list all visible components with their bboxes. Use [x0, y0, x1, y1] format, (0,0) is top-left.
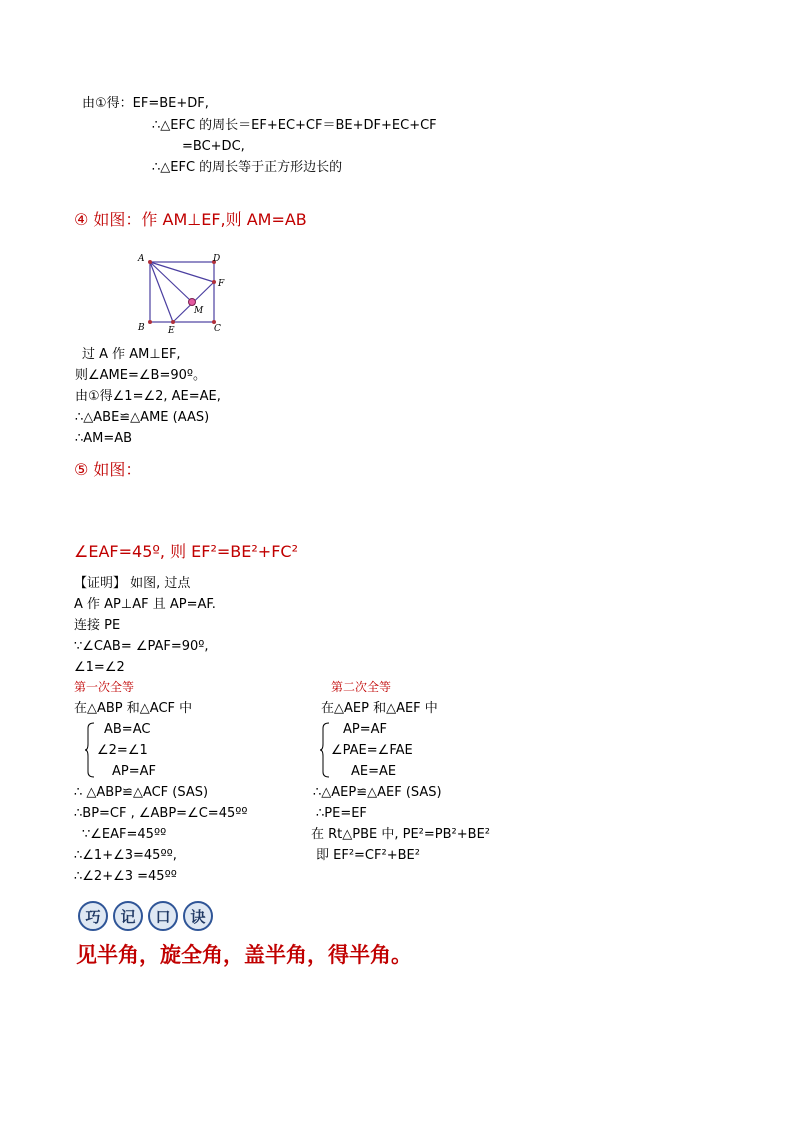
badge-kou: 口 — [148, 901, 178, 931]
label-f: F — [218, 279, 225, 289]
mnemonic-motto: 见半角，旋全角，盖半角，得半角。 — [76, 942, 412, 967]
point-m — [189, 299, 196, 306]
proof-intro-3: 连接 PE — [74, 618, 121, 633]
part1-line2: ∴△EFC 的周长＝EF+EC+CF＝BE+DF+EC+CF — [152, 118, 437, 133]
section4-line3: 由①得∠1=∠2, AE=AE, — [75, 389, 221, 404]
first-conclusion-3: ∵∠EAF=45ºº — [82, 827, 167, 842]
second-conclusion-4: 即 EF²=CF²+BE² — [316, 848, 420, 863]
proof-intro-2: A 作 AP⊥AF 且 AP=AF. — [74, 597, 216, 612]
second-conclusion-2: ∴PE=EF — [316, 806, 367, 821]
second-congruence-intro: 在△AEP 和△AEF 中 — [321, 701, 438, 716]
part1-line4: ∴△EFC 的周长等于正方形边长的 — [152, 160, 343, 175]
second-condition-3: AE=AE — [351, 764, 397, 779]
first-condition-3: AP=AF — [112, 764, 156, 779]
section4-line5: ∴AM=AB — [75, 431, 133, 446]
square-figure — [128, 250, 238, 335]
first-conclusion-4: ∴∠1+∠3=45ºº, — [74, 848, 177, 863]
point-f — [212, 280, 216, 284]
section4-line2: 则∠AME=∠B=90º。 — [75, 368, 207, 383]
second-conclusion-1: ∴△AEP≌△AEF (SAS) — [313, 785, 442, 800]
point-b — [148, 320, 152, 324]
label-b: B — [138, 323, 145, 333]
section5-claim: ∠EAF=45º, 则 EF²=BE²+FC² — [74, 542, 298, 561]
section5-heading: ⑤ 如图： — [74, 460, 142, 479]
second-condition-1: AP=AF — [343, 722, 387, 737]
left-brace — [84, 722, 96, 778]
right-brace — [319, 722, 331, 778]
label-m: M — [194, 306, 204, 316]
proof-intro-4: ∵∠CAB= ∠PAF=90º, — [74, 639, 209, 654]
proof-intro-1: 【证明】 如图, 过点 — [74, 576, 191, 591]
first-conclusion-1: ∴ △ABP≌△ACF (SAS) — [74, 785, 209, 800]
part1-line1: 由①得：EF=BE+DF, — [82, 96, 209, 111]
point-e — [171, 320, 175, 324]
first-conclusion-5: ∴∠2+∠3 =45ºº — [74, 869, 177, 884]
section4-line1: 过 A 作 AM⊥EF, — [82, 347, 181, 362]
first-congruence-title: 第一次全等 — [74, 680, 135, 694]
label-a: A — [138, 254, 145, 264]
first-condition-2: ∠2=∠1 — [97, 743, 148, 758]
first-condition-1: AB=AC — [104, 722, 151, 737]
second-conclusion-3: 在 Rt△PBE 中, PE²=PB²+BE² — [311, 827, 490, 842]
section4-line4: ∴△ABE≌△AME (AAS) — [75, 410, 210, 425]
section4-heading: ④ 如图：作 AM⊥EF,则 AM=AB — [74, 210, 307, 229]
label-e: E — [168, 326, 175, 335]
second-condition-2: ∠PAE=∠FAE — [331, 743, 413, 758]
second-congruence-title: 第二次全等 — [331, 680, 392, 694]
first-congruence-intro: 在△ABP 和△ACF 中 — [74, 701, 193, 716]
badge-qiao: 巧 — [78, 901, 108, 931]
label-d: D — [213, 254, 221, 264]
part1-line3: =BC+DC, — [182, 139, 245, 154]
label-c: C — [214, 324, 221, 334]
first-conclusion-2: ∴BP=CF , ∠ABP=∠C=45ºº — [74, 806, 248, 821]
proof-intro-5: ∠1=∠2 — [74, 660, 125, 675]
point-a — [148, 260, 152, 264]
badge-jue: 诀 — [183, 901, 213, 931]
segment-af — [150, 262, 214, 282]
segment-ae — [150, 262, 173, 322]
badge-ji: 记 — [113, 901, 143, 931]
